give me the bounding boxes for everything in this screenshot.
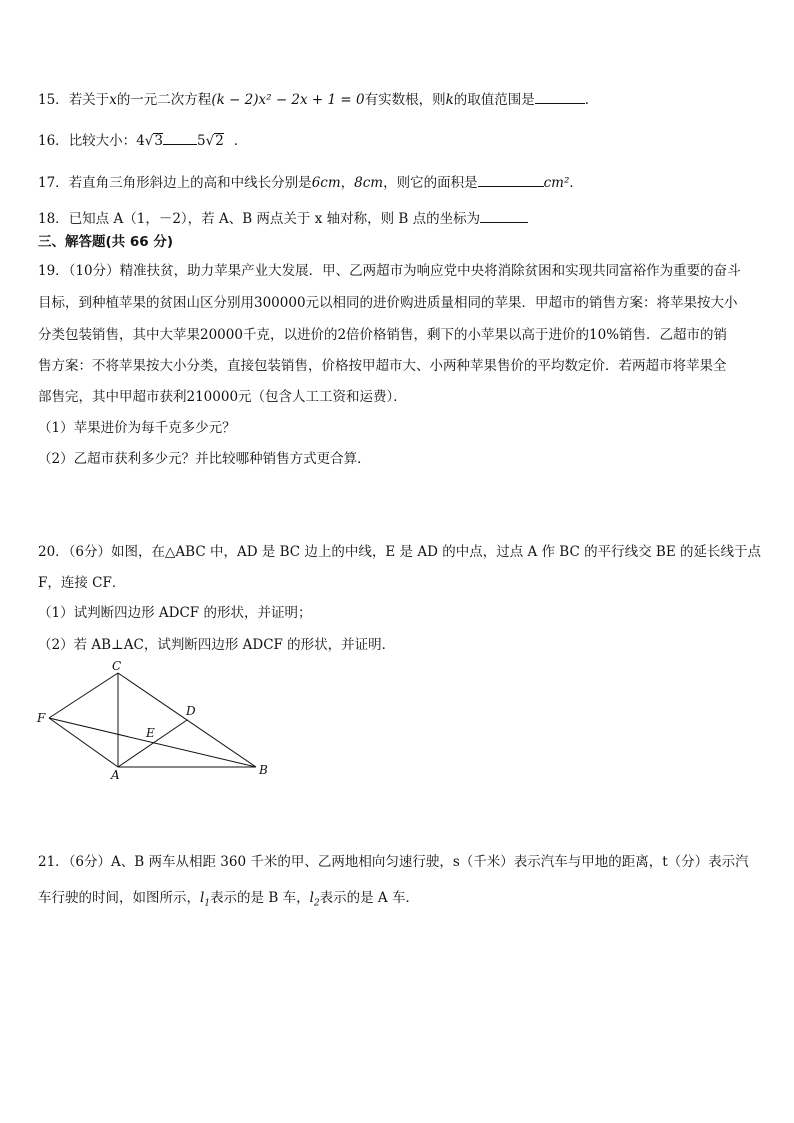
variable-x: x [109, 92, 117, 108]
variable-k: k [445, 92, 454, 108]
question-20-sub-1: （1）试判断四边形 ADCF 的形状，并证明； [38, 605, 312, 621]
radicand: 3 [154, 133, 163, 149]
question-19-sub-1: （1）苹果进价为每千克多少元？ [38, 420, 236, 436]
question-end: ． [569, 175, 583, 191]
question-text: ，则它的面积是 [383, 175, 478, 191]
question-20-line-1: 20．（6分）如图，在△ABC 中，AD 是 BC 边上的中线，E 是 AD 的中点，过点 A 作 BC 的平行线交 BE 的延长线于点 [38, 544, 761, 560]
question-19-line-3: 分类包装销售，其中大苹果20000千克，以进价的2倍价格销售，剩下的小苹果以高于进价的10%销售．乙超市的销 [38, 327, 728, 343]
question-19-line-4: 售方案：不将苹果按大小分类，直接包装销售，价格按甲超市大、小两种苹果售价的平均数定价．若两超市将苹果全 [38, 358, 727, 374]
label-E: E [146, 726, 155, 740]
height-value: 6cm [311, 175, 341, 191]
section-title: 三、解答题(共 66 分) [38, 234, 174, 250]
answer-blank[interactable] [478, 172, 544, 187]
answer-blank[interactable] [163, 130, 197, 145]
question-text: 已知点 A（1，－2），若 A、B 两点关于 x 轴对称，则 B 点的坐标为 [68, 211, 481, 227]
label-D: D [186, 704, 196, 718]
question-number: 17． [38, 175, 69, 191]
question-number: 15． [38, 92, 69, 108]
question-19-sub-2: （2）乙超市获利多少元？并比较哪种销售方式更合算． [38, 451, 371, 467]
equation: (k − 2)x² − 2x + 1 = 0 [211, 92, 365, 108]
label-B: B [259, 763, 268, 777]
line-l2-subscript: 2 [313, 898, 320, 909]
question-text: 若直角三角形斜边上的高和中线长分别是 [68, 175, 312, 191]
question-21-line-1: 21．（6分）A、B 两车从相距 360 千米的甲、乙两地相向匀速行驶，s（千米）表示汽车与甲地的距离，t（分）表示汽 [38, 854, 749, 870]
question-17 [38, 172, 583, 192]
question-18 [38, 208, 528, 228]
question-end: ． [233, 133, 248, 149]
question-number: 18． [38, 211, 69, 227]
question-text: 表示的是 A 车． [319, 890, 419, 906]
sqrt-icon: √ [144, 133, 154, 149]
question-text: 的取值范围是 [453, 92, 535, 108]
line-l2: l [309, 890, 314, 906]
answer-blank[interactable] [480, 208, 528, 223]
question-21-line-2 [38, 889, 419, 913]
separator: ， [340, 175, 355, 191]
segment-FA [49, 718, 118, 767]
question-19-line-1: 19．（10分）精准扶贫，助力苹果产业大发展．甲、乙两超市为响应党中央将消除贫困和实现共同富裕作为重要的奋斗 [38, 263, 741, 279]
question-text: 表示的是 B 车， [210, 890, 310, 906]
sqrt-icon: √ [205, 133, 215, 149]
coefficient: 4 [136, 133, 145, 149]
line-l1: l [200, 890, 205, 906]
question-20-line-2: F，连接 CF． [38, 575, 126, 591]
question-19-line-5: 部售完，其中甲超市获利210000元（包含人工工资和运费）． [38, 389, 407, 405]
answer-blank[interactable] [535, 89, 585, 104]
question-text: 有实数根，则 [364, 92, 446, 108]
question-text: 若关于 [68, 92, 110, 108]
label-A: A [111, 768, 120, 782]
question-20-sub-2: （2）若 AB⊥AC，试判断四边形 ADCF 的形状，并证明． [38, 637, 396, 653]
question-number: 16． [38, 133, 69, 149]
question-text: 车行驶的时间，如图所示， [38, 890, 200, 906]
label-C: C [112, 660, 122, 673]
question-15 [38, 89, 598, 109]
question-end: ． [584, 92, 599, 108]
question-19-line-2: 目标，到种植苹果的贫困山区分别用300000元以相同的进价购进质量相同的苹果．甲超市的销售方案：将苹果按大小 [38, 295, 738, 311]
median-value: 8cm [354, 175, 384, 191]
line-l1-subscript: 1 [204, 898, 211, 909]
question-text: 的一元二次方程 [116, 92, 212, 108]
question-16 [38, 130, 247, 150]
radicand: 2 [215, 133, 224, 149]
geometry-figure [34, 660, 274, 782]
segment-FC [49, 673, 118, 718]
label-F: F [37, 711, 46, 725]
unit: cm² [543, 175, 570, 191]
question-text: 比较大小： [68, 133, 137, 149]
coefficient: 5 [196, 133, 206, 149]
